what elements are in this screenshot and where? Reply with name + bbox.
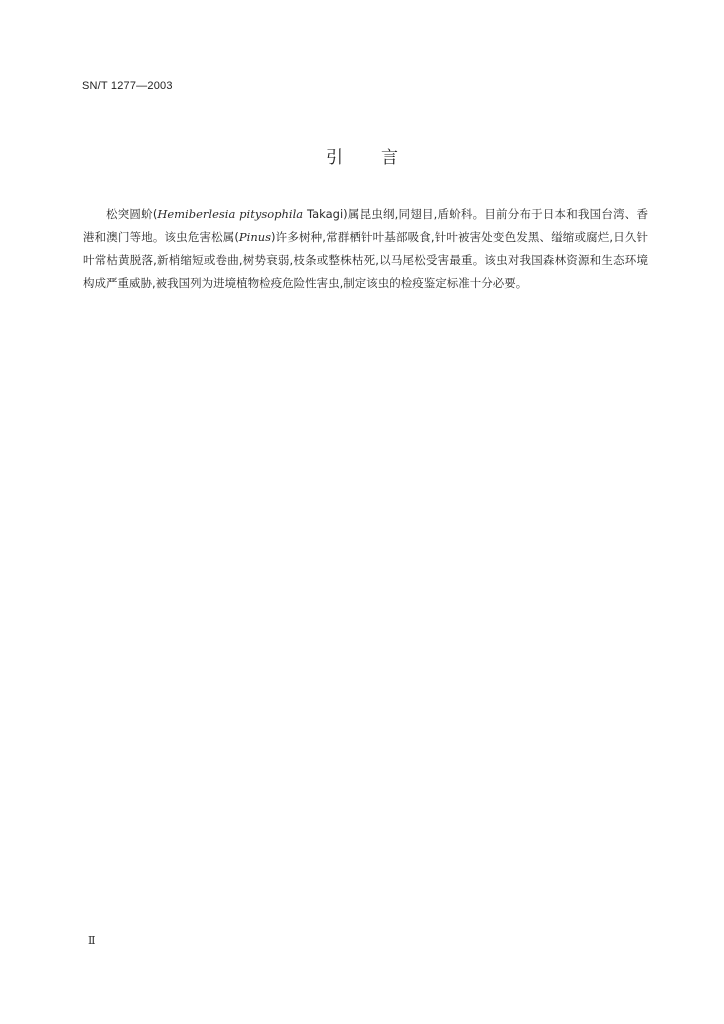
page-number: Ⅱ [88,934,96,947]
scientific-name: Hemiberlesia pitysophila [157,207,304,221]
paragraph-text-part-3: )许多树种,常群栖针叶基部吸食,针叶被害处变色发黑、缢缩或腐烂,日久针叶常枯黄脱落,新梢缩短或卷曲,树势衰弱,枝条或整株枯死,以马尾松受害最重。该虫对我国森林资源和生态环境构成严重威胁,被我国列为进境植物检疫危险性害虫,制定该虫的检疫鉴定标准十分必要。 [83,230,648,290]
section-title: 引言 [326,148,436,168]
standard-code: SN/T 1277—2003 [82,80,173,92]
genus-name: Pinus [238,230,272,244]
paragraph-text-part-2: Takagi)属昆虫纲,同翅目,盾蚧科。目前分布于日本和我国台湾、香港和澳门等地。该虫危害松属( [83,207,648,244]
introduction-paragraph [83,203,648,295]
paragraph-text-part-1: 松突圆蚧( [106,207,158,221]
